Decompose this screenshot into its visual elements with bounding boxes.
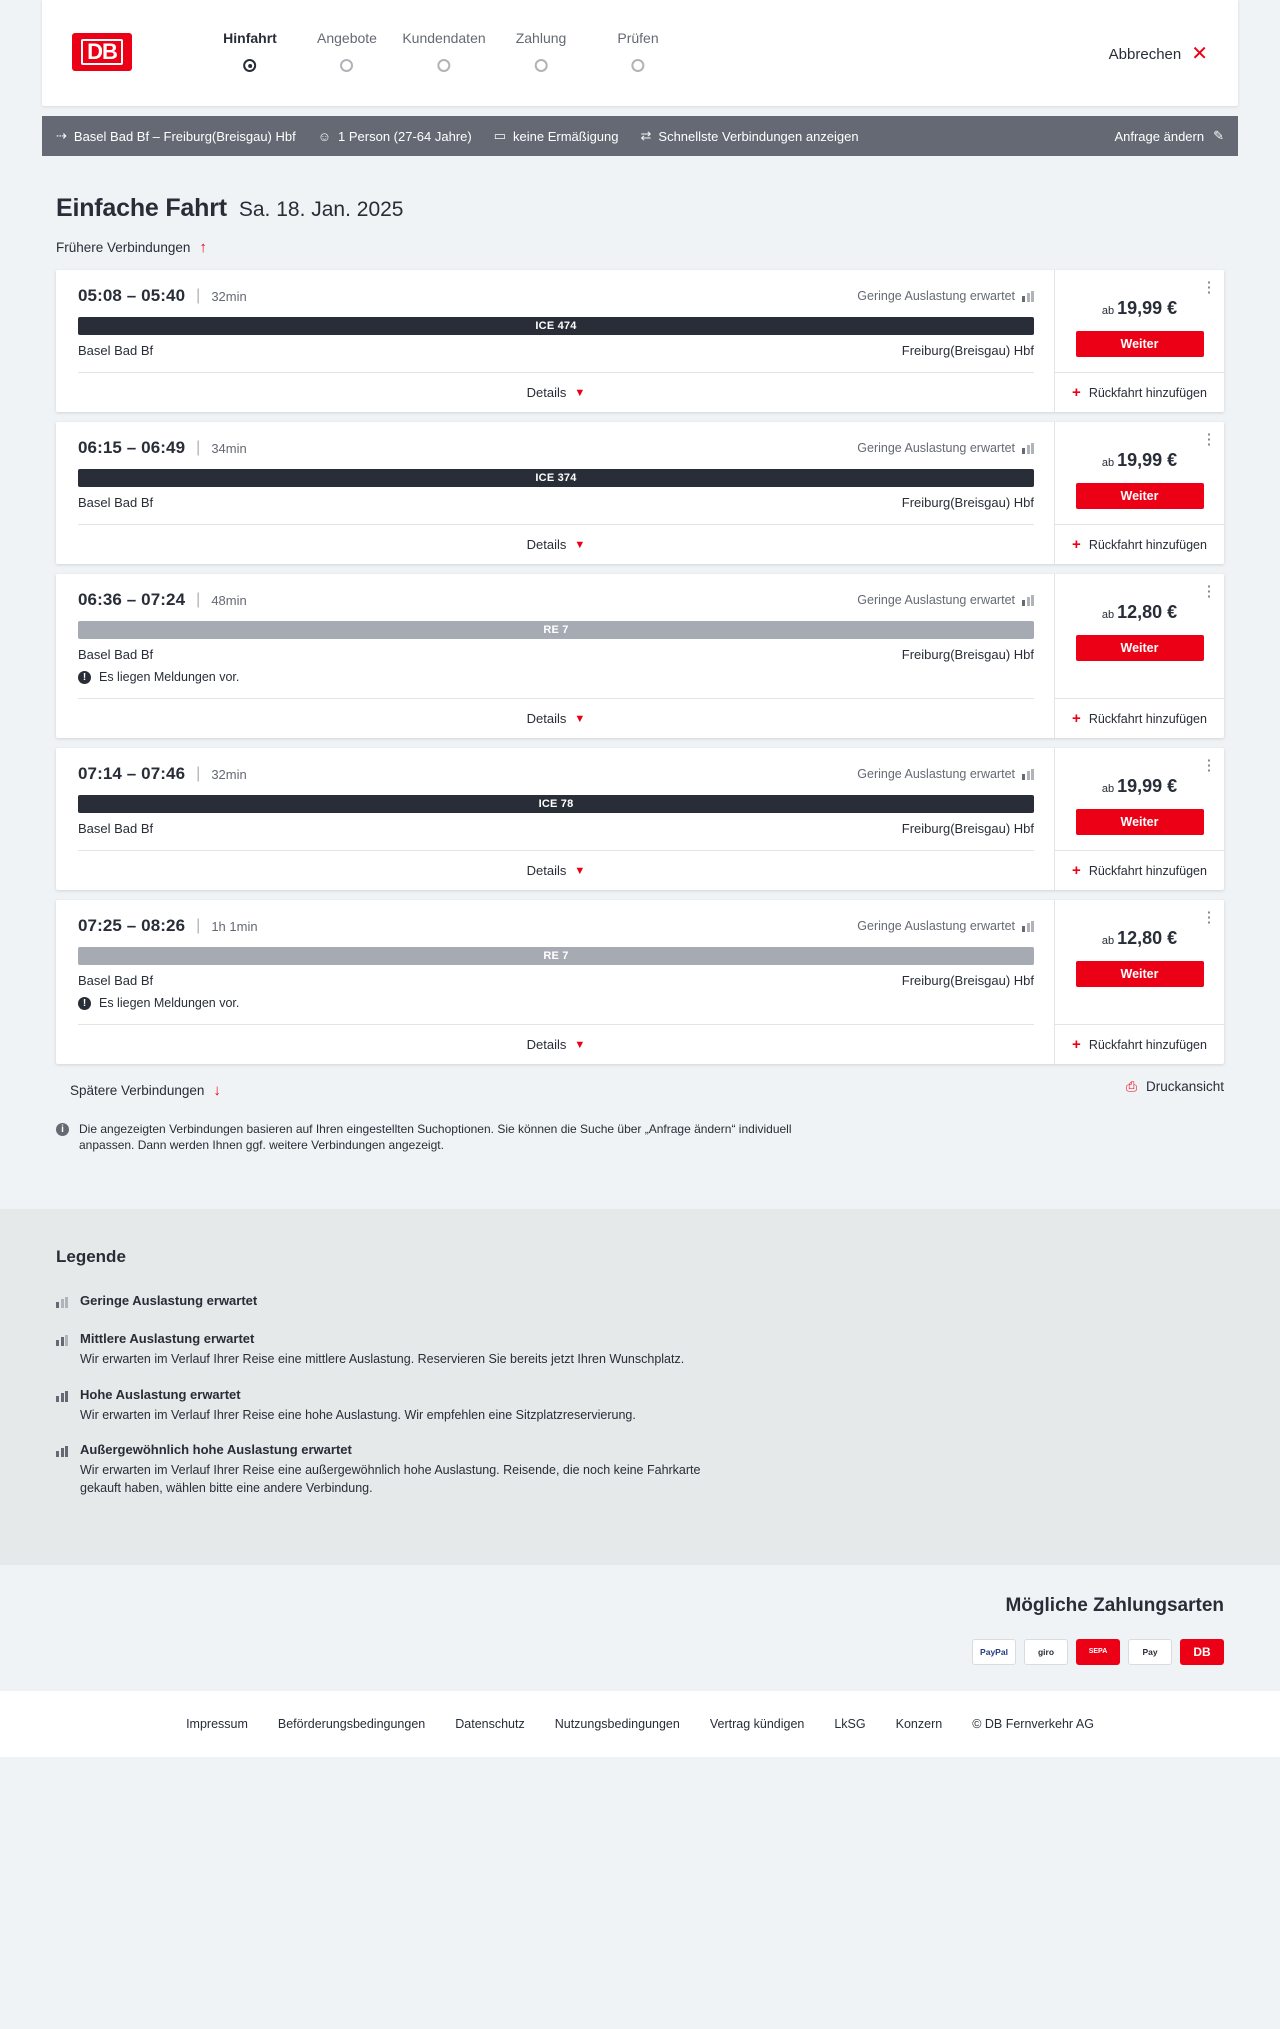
occupancy-bars-icon xyxy=(1022,291,1034,302)
add-return-label: Rückfahrt hinzufügen xyxy=(1088,537,1207,552)
more-options-icon[interactable]: ⋮ xyxy=(1200,756,1217,774)
applepay-icon xyxy=(1128,1639,1172,1665)
footer-link[interactable]: Vertrag kündigen xyxy=(709,1716,805,1731)
step-dot xyxy=(438,59,451,72)
destination-station: Freiburg(Breisgau) Hbf xyxy=(901,973,1034,988)
connection-time: 06:36 – 07:24 xyxy=(78,590,186,609)
connection-time: 07:14 – 07:46 xyxy=(78,764,186,783)
close-icon: ✕ xyxy=(1191,43,1208,65)
divider: | xyxy=(196,287,201,304)
price-prefix: ab xyxy=(1101,609,1115,621)
connection-info xyxy=(56,574,1054,738)
details-toggle[interactable] xyxy=(78,372,1034,412)
continue-button[interactable]: Weiter xyxy=(1076,809,1204,835)
add-return-label: Rückfahrt hinzufügen xyxy=(1088,385,1207,400)
card-icon: ▭ xyxy=(493,128,506,143)
price-value: 12,80 € xyxy=(1117,602,1178,622)
occupancy-level-icon xyxy=(56,1331,68,1368)
legend-items xyxy=(56,1293,1224,1497)
train-bar[interactable] xyxy=(78,469,1034,487)
connection-message xyxy=(78,996,1034,1010)
occupancy-bars-icon xyxy=(1022,769,1034,780)
connection-message-text: Es liegen Meldungen vor. xyxy=(99,670,240,684)
price-area xyxy=(1055,900,1224,1024)
connection-card[interactable] xyxy=(56,422,1224,564)
price-area xyxy=(1055,270,1224,372)
chevron-down-icon: ▼ xyxy=(574,712,586,725)
connection-header xyxy=(78,438,1034,458)
legend-text xyxy=(80,1331,684,1368)
legend-title: Legende xyxy=(56,1247,126,1267)
occupancy-level-icon xyxy=(56,1442,68,1497)
destination-station: Freiburg(Breisgau) Hbf xyxy=(901,495,1034,510)
continue-button[interactable]: Weiter xyxy=(1076,331,1204,357)
connection-stations xyxy=(78,343,1034,358)
search-note xyxy=(42,1099,842,1153)
price-area xyxy=(1055,574,1224,698)
more-options-icon[interactable]: ⋮ xyxy=(1200,430,1217,448)
more-options-icon[interactable]: ⋮ xyxy=(1200,908,1217,926)
occupancy-bars-icon xyxy=(1022,921,1034,932)
connection-info xyxy=(56,270,1054,412)
details-toggle[interactable] xyxy=(78,850,1034,890)
search-summary-bar xyxy=(42,116,1238,156)
checkout-stepper xyxy=(202,30,762,82)
occupancy-label: Geringe Auslastung erwartet xyxy=(857,289,1015,303)
occupancy-indicator xyxy=(857,593,1034,607)
details-label: Details xyxy=(526,1037,567,1052)
footer-copyright: © DB Fernverkehr AG xyxy=(972,1716,1094,1731)
divider: | xyxy=(196,439,201,456)
occupancy-bars-icon xyxy=(1022,443,1034,454)
continue-button[interactable]: Weiter xyxy=(1076,483,1204,509)
details-label: Details xyxy=(526,385,567,400)
db-logo-text: DB xyxy=(81,39,123,65)
payment-methods xyxy=(56,1639,1224,1665)
occupancy-label: Geringe Auslastung erwartet xyxy=(857,767,1015,781)
change-request-label: Anfrage ändern xyxy=(1114,128,1205,144)
occupancy-level-icon xyxy=(56,1293,68,1313)
legend-item-label: Außergewöhnlich hohe Auslastung erwartet xyxy=(80,1441,352,1457)
price-prefix: ab xyxy=(1101,783,1115,795)
sepa-icon xyxy=(1076,1639,1120,1665)
page-title-text: Einfache Fahrt xyxy=(56,194,227,222)
divider: | xyxy=(196,917,201,934)
later-connections-button[interactable] xyxy=(56,1082,221,1099)
divider: | xyxy=(196,591,201,608)
plus-icon: + xyxy=(1072,384,1081,401)
add-return-label: Rückfahrt hinzufügen xyxy=(1088,863,1207,878)
price-value: 12,80 € xyxy=(1117,928,1178,948)
details-toggle[interactable] xyxy=(78,524,1034,564)
connection-card[interactable] xyxy=(56,748,1224,890)
origin-station: Basel Bad Bf xyxy=(78,343,154,358)
legend-item xyxy=(56,1293,1224,1313)
legend-text xyxy=(80,1387,636,1424)
add-return-button[interactable] xyxy=(1055,524,1224,564)
legend-item-desc: Wir erwarten im Verlauf Ihrer Reise eine außergewöhnlich hohe Auslastung. Reisende, die noch keine Fahrkarte gekauft haben, wählen bitte eine andere Verbindung. xyxy=(80,1462,701,1495)
footer-link[interactable]: Nutzungsbedingungen xyxy=(554,1716,680,1731)
legend-item-label: Hohe Auslastung erwartet xyxy=(80,1386,241,1402)
footer-link[interactable]: Konzern xyxy=(895,1716,943,1731)
legend-text xyxy=(80,1293,257,1313)
add-return-button[interactable] xyxy=(1055,372,1224,412)
connection-header xyxy=(78,916,1034,936)
price-value: 19,99 € xyxy=(1117,450,1178,470)
travel-date: Sa. 18. Jan. 2025 xyxy=(238,198,404,221)
connection-duration: 1h 1min xyxy=(211,918,258,934)
connection-duration: 48min xyxy=(211,592,247,608)
footer-link[interactable]: LkSG xyxy=(834,1716,866,1731)
origin-station: Basel Bad Bf xyxy=(78,647,154,662)
step-dot xyxy=(632,59,645,72)
connections-list xyxy=(42,270,1238,1064)
app-header xyxy=(42,0,1238,106)
details-label: Details xyxy=(526,863,567,878)
payment-label: SEPA xyxy=(1088,1648,1108,1656)
main-content xyxy=(0,156,1280,1209)
price-value: 19,99 € xyxy=(1117,298,1178,318)
occupancy-label: Geringe Auslastung erwartet xyxy=(857,593,1015,607)
connection-duration: 32min xyxy=(211,766,247,782)
connection-time: 05:08 – 05:40 xyxy=(78,286,186,305)
legend-item-label: Mittlere Auslastung erwartet xyxy=(80,1331,255,1347)
connection-info xyxy=(56,900,1054,1064)
occupancy-bars-icon xyxy=(1022,595,1034,606)
train-bar[interactable] xyxy=(78,947,1034,965)
later-connections-label: Spätere Verbindungen xyxy=(70,1083,205,1098)
summary-route[interactable] xyxy=(56,128,318,144)
price-value: 19,99 € xyxy=(1117,776,1178,796)
payments-title: Mögliche Zahlungsarten xyxy=(1005,1594,1224,1616)
more-options-icon[interactable]: ⋮ xyxy=(1200,582,1217,600)
occupancy-indicator xyxy=(857,767,1034,781)
more-options-icon[interactable]: ⋮ xyxy=(1200,278,1217,296)
arrow-up-icon: ↑ xyxy=(199,239,207,256)
connection-message-text: Es liegen Meldungen vor. xyxy=(99,996,240,1010)
destination-station: Freiburg(Breisgau) Hbf xyxy=(901,647,1034,662)
connection-card[interactable] xyxy=(56,270,1224,412)
search-note-text: Die angezeigten Verbindungen basieren auf Ihren eingestellten Suchoptionen. Sie können die Suche über „Anfrage ändern“ individuell anpassen. Dann werden Ihnen ggf. weitere Verbindungen angezeigt. xyxy=(79,1122,792,1153)
pencil-icon: ✎ xyxy=(1213,128,1224,143)
payment-label: DB xyxy=(1193,1644,1211,1659)
change-request-button[interactable] xyxy=(1114,128,1224,144)
add-return-button[interactable] xyxy=(1055,850,1224,890)
occupancy-indicator xyxy=(857,919,1034,933)
occupancy-label: Geringe Auslastung erwartet xyxy=(857,919,1015,933)
footer-link[interactable]: Beförderungsbedingungen xyxy=(277,1716,426,1731)
chevron-down-icon: ▼ xyxy=(574,1038,586,1051)
train-label: RE 7 xyxy=(543,950,569,962)
alert-icon: ! xyxy=(78,997,91,1010)
connection-card[interactable] xyxy=(56,900,1224,1064)
occupancy-indicator xyxy=(857,441,1034,455)
connection-card[interactable] xyxy=(56,574,1224,738)
connection-time: 07:25 – 08:26 xyxy=(78,916,186,935)
price-prefix: ab xyxy=(1101,457,1115,469)
earlier-connections-label: Frühere Verbindungen xyxy=(56,240,191,255)
legend-item-desc: Wir erwarten im Verlauf Ihrer Reise eine mittlere Auslastung. Reservieren Sie bereits jetzt Ihren Wunschplatz. xyxy=(80,1352,685,1367)
arrow-down-icon: ↓ xyxy=(213,1082,221,1099)
step-label: Hinfahrt xyxy=(223,30,277,46)
origin-station: Basel Bad Bf xyxy=(78,973,154,988)
step-kundendaten[interactable] xyxy=(402,30,485,72)
info-icon: i xyxy=(56,1123,69,1136)
occupancy-level-icon xyxy=(56,1387,68,1424)
plus-icon: + xyxy=(1072,862,1081,879)
content-spacer xyxy=(42,1153,1238,1209)
details-toggle[interactable] xyxy=(78,1024,1034,1064)
origin-station: Basel Bad Bf xyxy=(78,495,154,510)
footer-link[interactable]: Impressum xyxy=(186,1716,248,1731)
chevron-down-icon: ▼ xyxy=(574,864,586,877)
plus-icon: + xyxy=(1072,1036,1081,1053)
step-label: Zahlung xyxy=(515,30,567,46)
price-prefix: ab xyxy=(1101,305,1115,317)
add-return-label: Rückfahrt hinzufügen xyxy=(1088,1037,1207,1052)
cancel-label: Abbrechen xyxy=(1108,45,1182,63)
train-bar[interactable] xyxy=(78,795,1034,813)
legend-item xyxy=(56,1442,1224,1497)
person-icon: ☺ xyxy=(317,128,332,144)
summary-passengers-label: 1 Person (27-64 Jahre) xyxy=(338,128,472,144)
giropay-icon xyxy=(1024,1639,1068,1665)
connection-offer xyxy=(1054,748,1224,890)
legend-item xyxy=(56,1387,1224,1424)
step-pruefen[interactable] xyxy=(617,30,658,72)
connection-time: 06:15 – 06:49 xyxy=(78,438,186,457)
add-return-label: Rückfahrt hinzufügen xyxy=(1088,711,1207,726)
step-label: Kundendaten xyxy=(402,30,486,46)
step-dot xyxy=(535,59,548,72)
step-zahlung[interactable] xyxy=(516,30,567,72)
price xyxy=(1071,298,1208,319)
step-label: Angebote xyxy=(317,30,377,46)
connection-header xyxy=(78,764,1034,784)
legend-item-desc: Wir erwarten im Verlauf Ihrer Reise eine hohe Auslastung. Wir empfehlen eine Sitzplatzreservierung. xyxy=(80,1407,636,1422)
details-label: Details xyxy=(526,537,567,552)
divider: | xyxy=(196,765,201,782)
summary-route-label: Basel Bad Bf – Freiburg(Breisgau) Hbf xyxy=(73,128,296,144)
add-return-button[interactable] xyxy=(1055,1024,1224,1064)
connection-duration: 34min xyxy=(211,440,247,456)
connection-offer xyxy=(1054,574,1224,738)
train-bar[interactable] xyxy=(78,317,1034,335)
train-bar[interactable] xyxy=(78,621,1034,639)
summary-discount-label: keine Ermäßigung xyxy=(513,128,619,144)
legend-item xyxy=(56,1331,1224,1368)
destination-station: Freiburg(Breisgau) Hbf xyxy=(901,343,1034,358)
db-logo[interactable] xyxy=(72,33,132,71)
connection-offer xyxy=(1054,270,1224,412)
page-title xyxy=(42,156,1238,223)
connection-stations xyxy=(78,495,1034,510)
connection-info xyxy=(56,748,1054,890)
origin-station: Basel Bad Bf xyxy=(78,821,154,836)
footer-link[interactable]: Datenschutz xyxy=(455,1716,525,1731)
price xyxy=(1071,928,1208,949)
train-label: ICE 474 xyxy=(535,320,577,332)
connection-message xyxy=(78,670,1034,684)
printer-icon: ⎙ xyxy=(1126,1078,1137,1094)
continue-button[interactable]: Weiter xyxy=(1076,961,1204,987)
summary-discount[interactable] xyxy=(494,128,641,144)
connection-header xyxy=(78,286,1034,306)
destination-station: Freiburg(Breisgau) Hbf xyxy=(901,821,1034,836)
price-area xyxy=(1055,422,1224,524)
continue-button[interactable]: Weiter xyxy=(1076,635,1204,661)
price xyxy=(1071,776,1208,797)
occupancy-label: Geringe Auslastung erwartet xyxy=(857,441,1015,455)
summary-options-label: Schnellste Verbindungen anzeigen xyxy=(658,128,859,144)
print-view-button[interactable] xyxy=(1126,1079,1224,1095)
cancel-button[interactable] xyxy=(1109,44,1208,64)
summary-options[interactable] xyxy=(641,128,881,144)
legend-section xyxy=(0,1209,1280,1565)
paypal-icon xyxy=(972,1639,1016,1665)
step-label: Prüfen xyxy=(617,30,659,46)
step-dot xyxy=(340,59,353,72)
payment-label: PayPal xyxy=(980,1646,1008,1657)
train-label: ICE 78 xyxy=(538,798,574,810)
train-label: ICE 374 xyxy=(535,472,577,484)
train-label: RE 7 xyxy=(543,624,569,636)
db-payment-icon xyxy=(1180,1639,1224,1665)
earlier-connections-button[interactable] xyxy=(42,239,1238,256)
price xyxy=(1071,602,1208,623)
step-angebote[interactable] xyxy=(317,30,377,72)
plus-icon: + xyxy=(1072,710,1081,727)
list-bottom-bar xyxy=(42,1074,1238,1099)
connection-stations xyxy=(78,973,1034,988)
payment-label: Pay xyxy=(1142,1646,1158,1657)
summary-passengers[interactable] xyxy=(318,129,494,144)
footer xyxy=(0,1691,1280,1757)
chevron-down-icon: ▼ xyxy=(574,386,586,399)
connection-offer xyxy=(1054,422,1224,564)
alert-icon: ! xyxy=(78,671,91,684)
details-toggle[interactable] xyxy=(78,698,1034,738)
legend-text xyxy=(80,1442,720,1497)
price-prefix: ab xyxy=(1101,935,1115,947)
add-return-button[interactable] xyxy=(1055,698,1224,738)
connection-info xyxy=(56,422,1054,564)
occupancy-indicator xyxy=(857,289,1034,303)
chevron-down-icon: ▼ xyxy=(574,538,586,551)
price xyxy=(1071,450,1208,471)
connection-duration: 32min xyxy=(211,288,247,304)
connection-stations xyxy=(78,821,1034,836)
sliders-icon: ⇄ xyxy=(640,128,652,143)
plus-icon: + xyxy=(1072,536,1081,553)
step-hinfahrt[interactable] xyxy=(223,30,277,72)
connection-header xyxy=(78,590,1034,610)
details-label: Details xyxy=(526,711,567,726)
price-area xyxy=(1055,748,1224,850)
step-dot xyxy=(243,59,256,72)
legend-item-label: Geringe Auslastung erwartet xyxy=(80,1293,258,1309)
connection-stations xyxy=(78,647,1034,662)
print-view-label: Druckansicht xyxy=(1145,1079,1224,1094)
route-arrow-icon: ⇢ xyxy=(56,128,67,143)
connection-offer xyxy=(1054,900,1224,1064)
payments-section xyxy=(0,1565,1280,1691)
payment-label: giro xyxy=(1037,1646,1055,1657)
